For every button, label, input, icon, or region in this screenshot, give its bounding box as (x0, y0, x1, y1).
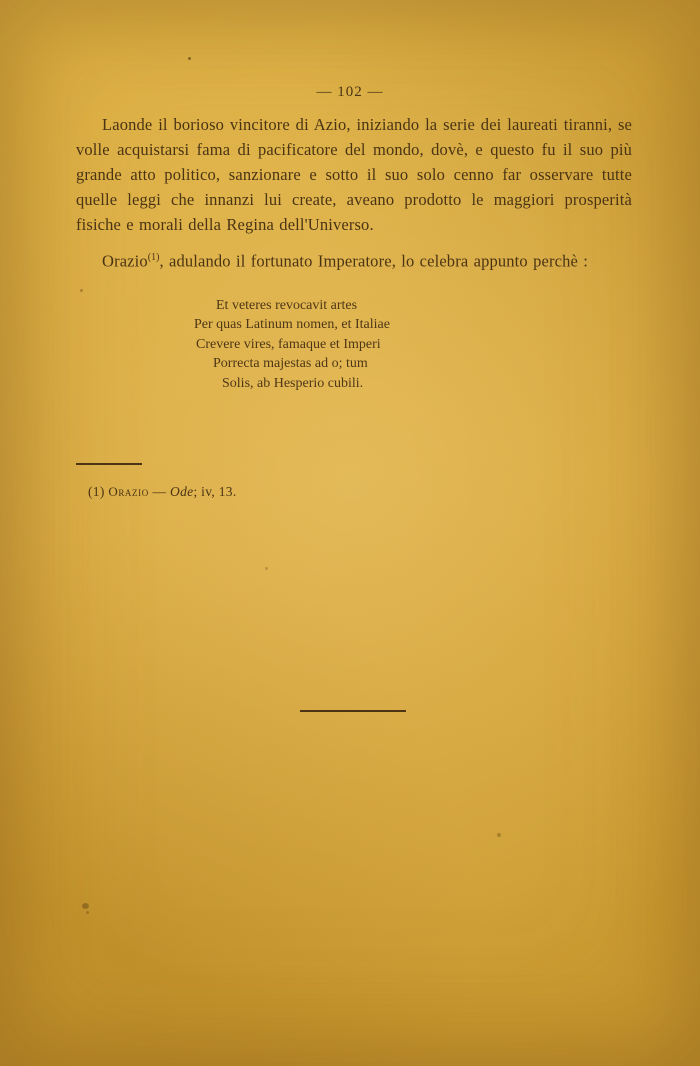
page-number: — 102 — (316, 84, 384, 100)
footnote-work-title: Ode (170, 484, 194, 499)
verse-quotation (76, 296, 632, 394)
footnote (88, 484, 237, 500)
verse-line: Porrecta majestas ad o; tum (213, 356, 368, 371)
paper-speck (497, 833, 501, 837)
verse-line: Et veteres revocavit artes (216, 297, 358, 313)
paper-speck (86, 911, 89, 914)
verse-line: Crevere vires, famaque et Imperi (196, 336, 381, 352)
body-text-column (76, 112, 632, 393)
paper-speck (188, 57, 191, 60)
paragraph-second-prefix: Orazio (102, 251, 148, 271)
paper-speck (265, 567, 268, 570)
paragraph-second (76, 245, 632, 274)
paragraph-second-rest: , adulando il fortunato Imperatore, lo celebra appunto perchè : (159, 251, 588, 271)
footnote-reference: ; iv, 13. (193, 484, 237, 499)
decorative-rule (300, 710, 406, 712)
verse-line: Solis, ab Hesperio cubili. (222, 375, 364, 391)
footnote-author: Orazio (108, 484, 149, 499)
paper-speck (82, 903, 89, 909)
footnote-dash: — (152, 484, 167, 499)
paragraph-first: Laonde il borioso vincitore di Azio, iniziando la serie dei laureati tiranni, se volle acquistarsi fama di pacificatore del mondo, dovè, e questo fu il suo più grande atto politico, sanzionare e sotto il suo solo cenno far osservare tutte quelle leggi che innanzi lui create, aveano prodotto le maggiori prosperità fisiche e morali della Regina dell'Universo. (76, 115, 632, 234)
footnote-marker-inline: (1) (147, 252, 160, 263)
verse-line: Per quas Latinum nomen, et Italiae (194, 317, 390, 332)
footnote-separator-rule (76, 463, 142, 465)
footnote-marker: (1) (88, 484, 105, 499)
